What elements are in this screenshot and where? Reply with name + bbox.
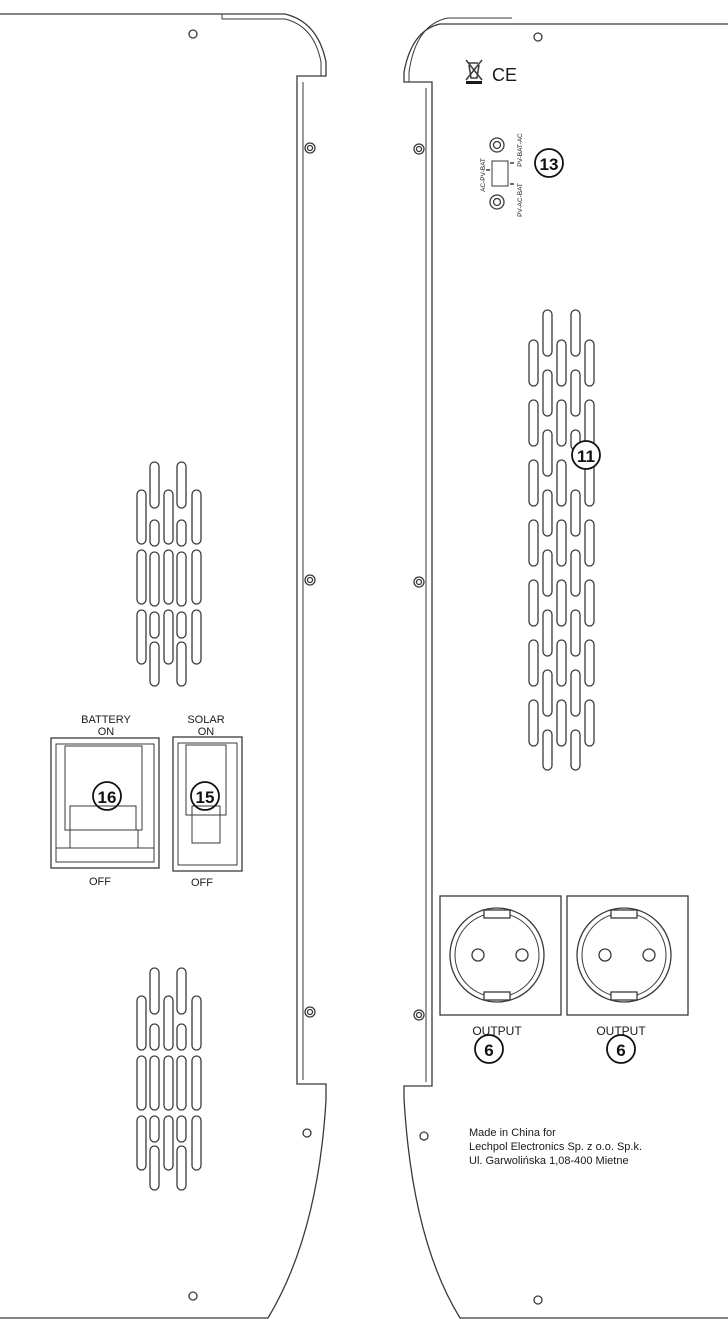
solar-label-on: ON: [197, 726, 215, 738]
callout-15-number: 15: [195, 788, 215, 807]
right-side-panel: [404, 18, 728, 1318]
screw: [305, 1007, 315, 1017]
manufacturer-line-2: Lechpol Electronics Sp. z o.o. Sp.k.: [469, 1141, 643, 1153]
battery-label-top: BATTERY: [81, 714, 131, 726]
screw-hole: [420, 1132, 428, 1140]
manufacturer-line-3: Ul. Garwolińska 1,08-400 Mietne: [469, 1155, 629, 1167]
left-lower-vent-grille: [137, 968, 201, 1190]
screw-hole: [189, 1292, 197, 1300]
screw: [414, 577, 424, 587]
mode-label-ac-pv-bat: AC-PV-BAT: [480, 158, 487, 192]
screw-hole: [303, 1129, 311, 1137]
left-upper-vent-grille: [137, 462, 201, 686]
screw: [305, 575, 315, 585]
output-socket-1[interactable]: [440, 896, 561, 1015]
callout-6a-number: 6: [484, 1041, 494, 1060]
left-side-panel: [0, 14, 326, 1318]
mode-selector-switch[interactable]: [486, 138, 514, 209]
mode-label-pv-bat-ac: PV-BAT-AC: [517, 133, 524, 167]
output-1-label: OUTPUT: [472, 1024, 522, 1038]
screw-hole: [534, 33, 542, 41]
screw-hole: [534, 1296, 542, 1304]
callout-6b-number: 6: [616, 1041, 626, 1060]
solar-label-top: SOLAR: [187, 714, 225, 726]
screw: [414, 144, 424, 154]
right-vent-grille: [529, 310, 594, 770]
output-2-label: OUTPUT: [596, 1024, 646, 1038]
callout-16-number: 16: [97, 788, 117, 807]
ce-mark: CE: [492, 65, 518, 85]
crossed-bin-icon: [466, 60, 482, 84]
solar-label-off: OFF: [191, 877, 213, 889]
output-socket-2[interactable]: [567, 896, 688, 1015]
callout-13-number: 13: [539, 155, 559, 174]
screw-hole: [189, 30, 197, 38]
screw: [305, 143, 315, 153]
mode-label-pv-ac-bat: PV-AC-BAT: [517, 183, 524, 217]
manufacturer-line-1: Made in China for: [469, 1127, 556, 1139]
battery-label-off: OFF: [89, 876, 111, 888]
screw: [414, 1010, 424, 1020]
battery-label-on: ON: [97, 726, 115, 738]
callout-11-number: 11: [577, 447, 595, 466]
